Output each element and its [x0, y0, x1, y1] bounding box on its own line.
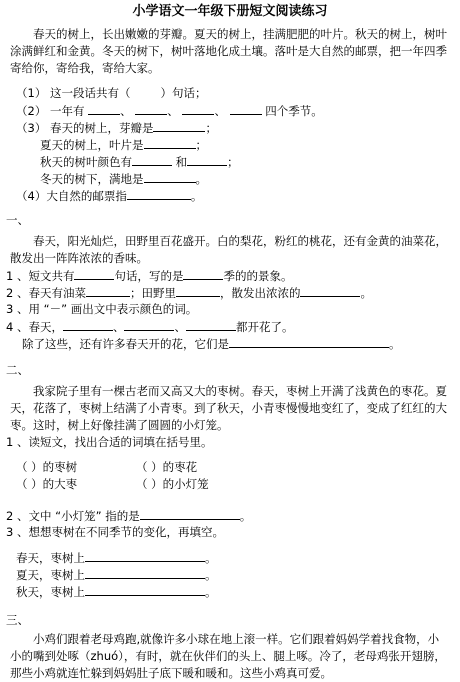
blank[interactable] [132, 153, 172, 166]
q0-1: （1） 这一段话共有（ ）句话； [16, 86, 207, 100]
q0-3a: （3） 春天的树上，芽瓣是 ； [16, 121, 217, 135]
blank[interactable] [135, 102, 167, 115]
blank[interactable] [85, 583, 205, 596]
blank[interactable] [86, 284, 130, 297]
blank[interactable] [85, 566, 205, 579]
blank[interactable] [230, 102, 262, 115]
q2-3-autumn: 秋天，枣树上 。 [16, 585, 217, 599]
q2-3-summer: 夏天，枣树上 。 [16, 568, 217, 582]
q1-4: 4 、春天， 、 、 都开花了。 [6, 320, 294, 334]
blank[interactable] [127, 187, 191, 200]
blank[interactable] [63, 318, 113, 331]
q0-3c: 秋天的树叶颜色有 和 ； [40, 155, 239, 169]
blank[interactable] [124, 318, 174, 331]
blank[interactable] [176, 284, 220, 297]
section-3-number: 三、 [6, 613, 29, 627]
section-1-number: 一、 [6, 213, 29, 227]
blank[interactable] [186, 318, 236, 331]
q2-2: 2 、文中 “小灯笼” 指的是 。 [6, 509, 252, 523]
passage-2: 我家院子里有一棵古老而又高又大的枣树。春天，枣树上开满了浅黄色的枣花。夏天，花落了，枣树上结满了小青枣。到了秋天，小青枣慢慢地变红了，变成了红红的大枣。这时，树上好像挂满了圆圆的小灯笼。 [10, 384, 447, 432]
q1-5: 除了这些，还有许多春天开的花，它们是 。 [22, 337, 401, 351]
section-2-number: 二、 [6, 363, 29, 377]
passage-3: 小鸡们跟着老母鸡跑,就像许多小球在地上滚一样。它们跟着妈妈学着找食物，小小的嘴到处啄（zhuó），有时，就在伙伴们的头上、腿上啄。冷了，老母鸡张开翅膀，那些小鸡就连忙躲到妈妈肚子底下暖和暖和。这些小鸡真可爱。 [10, 632, 446, 680]
q2-1-row2: （ ）的大枣 （ ）的小灯笼 [16, 477, 209, 491]
q1-3: 3 、用 “－” 画出文中表示颜色的词。 [6, 302, 198, 316]
blank[interactable] [140, 507, 240, 520]
blank[interactable] [144, 136, 196, 149]
page-title: 小学语文一年级下册短文阅读练习 [132, 4, 328, 19]
q1-2: 2 、春天有油菜 ；田野里 ，散发出浓浓的 。 [6, 286, 372, 300]
q0-4: （4）大自然的邮票指 。 [16, 189, 203, 203]
blank[interactable] [85, 549, 205, 562]
passage-1: 春天，阳光灿烂，田野里百花盛开。白的梨花，粉红的桃花，还有金黄的油菜花，散发出一阵阵浓浓的香味。 [10, 234, 447, 265]
worksheet-page [0, 3, 460, 680]
blank[interactable] [144, 170, 196, 183]
q2-3-spring: 春天，枣树上 。 [16, 551, 217, 565]
blank[interactable] [74, 267, 114, 280]
blank[interactable] [153, 119, 205, 132]
q2-3: 3 、想想枣树在不同季节的变化，再填空。 [6, 525, 224, 539]
blank[interactable] [182, 102, 214, 115]
q0-3d: 冬天的树下，满地是 。 [40, 172, 207, 186]
q0-2: （2） 一年有 、 、 、 四个季节。 [16, 104, 323, 118]
blank[interactable] [229, 335, 389, 348]
blank[interactable] [187, 153, 227, 166]
q1-1: 1 、短文共有 句话，写的是 季的的景象。 [6, 269, 293, 283]
passage-0: 春天的树上，长出嫩嫩的芽瓣。夏天的树上，挂满肥肥的叶片。秋天的树上，树叶涂满鲜红和金黄。冬天的树下，树叶落地化成土壤。落叶是大自然的邮票，把一年四季寄给你，寄给我，寄给大家。 [10, 27, 447, 75]
blank[interactable] [300, 284, 360, 297]
q2-1-row1: （ ）的枣树 （ ）的枣花 [16, 460, 198, 474]
blank[interactable] [88, 102, 120, 115]
q0-3b: 夏天的树上，叶片是 ； [40, 138, 207, 152]
q2-1: 1 、读短文，找出合适的词填在括号里。 [6, 435, 213, 449]
blank[interactable] [183, 267, 223, 280]
